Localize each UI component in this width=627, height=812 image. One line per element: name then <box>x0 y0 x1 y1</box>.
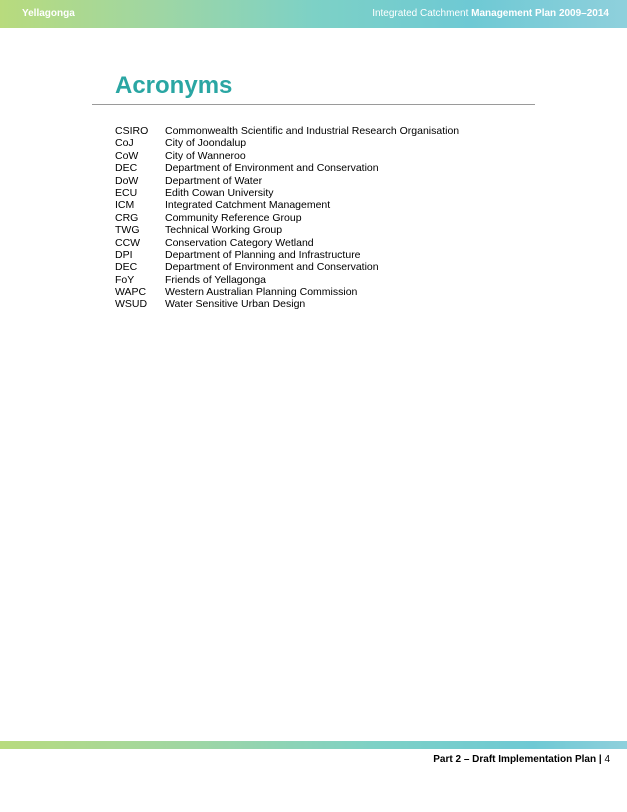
header-document-title-bold: Management Plan 2009–2014 <box>471 8 609 19</box>
acronym-abbreviation: CoJ <box>115 137 134 150</box>
page-title: Acronyms <box>115 72 233 99</box>
acronym-row <box>115 237 459 249</box>
acronym-abbreviation: DEC <box>115 162 138 175</box>
acronym-row <box>115 199 459 211</box>
acronym-meaning: Integrated Catchment Management <box>165 199 331 212</box>
acronym-abbreviation: WSUD <box>115 298 148 311</box>
acronym-row <box>115 298 459 310</box>
acronym-list <box>115 125 459 311</box>
acronym-abbreviation: CRG <box>115 211 139 224</box>
acronym-row <box>115 187 459 199</box>
acronym-meaning: Department of Planning and Infrastructure <box>165 248 361 261</box>
acronym-row <box>115 175 459 187</box>
acronym-meaning: Commonwealth Scientific and Industrial Research Organisation <box>165 125 460 137</box>
acronym-row <box>115 274 459 286</box>
footer-separator: | <box>596 754 605 765</box>
header-document-title-prefix: Integrated Catchment <box>372 8 472 19</box>
acronym-row <box>115 212 459 224</box>
acronym-meaning: City of Wanneroo <box>165 149 246 162</box>
acronym-abbreviation: DEC <box>115 261 138 274</box>
acronym-meaning: Department of Environment and Conservation <box>165 162 379 175</box>
acronym-row <box>115 125 459 137</box>
acronym-abbreviation: DoW <box>115 174 139 187</box>
acronym-abbreviation: CoW <box>115 149 139 162</box>
acronym-meaning: Edith Cowan University <box>165 186 274 199</box>
acronym-abbreviation: WAPC <box>115 286 147 299</box>
acronym-row <box>115 150 459 162</box>
header-document-title <box>372 8 609 19</box>
acronym-abbreviation: TWG <box>115 224 140 237</box>
acronym-meaning: Department of Environment and Conservation <box>165 261 379 274</box>
acronym-row <box>115 224 459 236</box>
acronym-abbreviation: ICM <box>115 199 135 212</box>
acronym-abbreviation: DPI <box>115 248 133 261</box>
footer-band <box>0 741 627 749</box>
acronym-meaning: Friends of Yellagonga <box>165 273 266 286</box>
header-title: Yellagonga <box>22 8 75 19</box>
title-divider <box>92 104 535 105</box>
footer <box>433 754 610 765</box>
acronym-meaning: Technical Working Group <box>165 224 283 237</box>
acronym-row <box>115 162 459 174</box>
acronym-abbreviation: ECU <box>115 186 138 199</box>
page-number: 4 <box>604 754 610 765</box>
acronym-meaning: City of Joondalup <box>165 137 247 150</box>
acronym-row <box>115 261 459 273</box>
acronym-abbreviation: CSIRO <box>115 125 149 137</box>
acronym-meaning: Water Sensitive Urban Design <box>165 298 306 311</box>
acronym-meaning: Department of Water <box>165 174 263 187</box>
acronym-row <box>115 137 459 149</box>
acronym-meaning: Community Reference Group <box>165 211 302 224</box>
acronym-row <box>115 286 459 298</box>
acronym-abbreviation: CCW <box>115 236 141 249</box>
acronym-meaning: Western Australian Planning Commission <box>165 286 358 299</box>
header-band <box>0 0 627 28</box>
acronym-meaning: Conservation Category Wetland <box>165 236 314 249</box>
acronym-abbreviation: FoY <box>115 273 135 286</box>
acronym-row <box>115 249 459 261</box>
footer-part-title: Part 2 – Draft Implementation Plan <box>433 754 597 765</box>
